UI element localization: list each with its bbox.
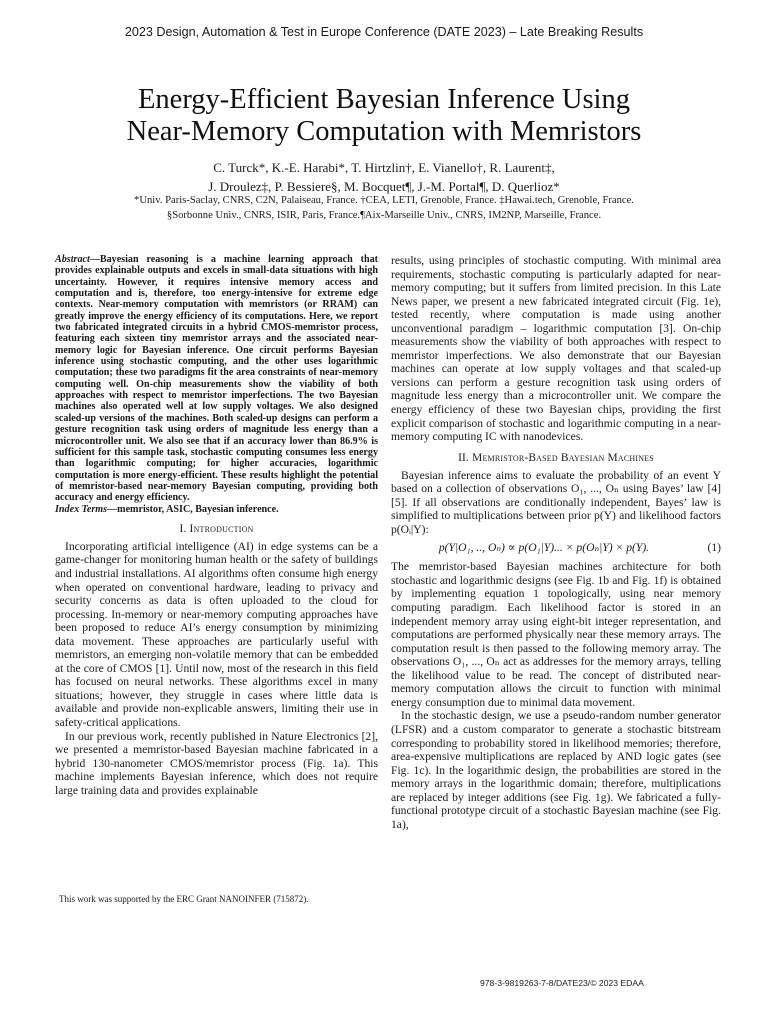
section-heading-introduction: I. Introduction <box>179 522 254 535</box>
equation-1 <box>391 541 721 555</box>
affiliation-line: *Univ. Paris-Saclay, CNRS, C2N, Palaiseau, France. †CEA, LETI, Grenoble, France. ‡Hawai.tech, Grenoble, France. <box>134 195 634 206</box>
conference-header: 2023 Design, Automation & Test in Europe Conference (DATE 2023) – Late Breaking Results <box>124 25 644 39</box>
affiliations <box>20 193 748 223</box>
author-line: C. Turck*, K.-E. Harabi*, T. Hirtzlin†, E. Vianello†, R. Laurent‡, <box>213 160 555 175</box>
abstract <box>55 254 378 504</box>
affiliation-line: §Sorbonne Univ., CNRS, ISIR, Paris, France.¶Aix-Marseille Univ., CNRS, IM2NP, Marseille, France. <box>166 210 602 221</box>
title-line: Near-Memory Computation with Memristors <box>126 116 642 147</box>
left-column <box>55 254 378 797</box>
equation-number: (1) <box>707 541 721 555</box>
intro-paragraph: Incorporating artificial intelligence (AI) in edge systems can be a game-changer for monitoring human health or the safety of buildings and industrial installations. AI algorithms often consume high energy when operated on conventional hardware, leading to privacy and security concerns as data is often uploaded to the cloud for processing. In-memory or near-memory computing approaches have been proposed to reduce AI’s energy consumption by minimizing data movement. These approaches are particularly useful with memristors, an emerging non-volatile memory that can be embedded at the core of CMOS [1]. Until now, most of the research in this field has focused on neural networks. These algorithms excel in many situations; however, they struggle in cases where little data is available and provide non-explicable answers, limiting their use in safety-critical applications. <box>55 539 378 730</box>
abstract-text: —Bayesian reasoning is a machine learning approach that provides explainable outputs and excels in small-data situations with high uncertainty. However, it requires intensive memory access and computation and is, therefore, too energy-intensive for extreme edge contexts. Near-memory computation with memristors (or RRAM) can greatly improve the energy efficiency of its computations. Here, we report two fabricated integrated circuits in a hybrid CMOS-memristor process, featuring each sixteen tiny memristor arrays and the associated near-memory logic for Bayesian inference. One circuit performs Bayesian inference using stochastic computing, and the other uses logarithmic computation; these two paradigms fit the area constraints of near-memory computing well. On-chip measurements show the viability of both approaches with respect to memristor imperfections. The two Bayesian machines also operated well at low supply voltages. We also designed scaled-up versions of the machines. Both scaled-up designs can perform a gesture recognition task using orders of magnitude less energy than a microcontroller unit. We also see that if an accuracy lower than 86.9% is sufficient for this sample task, stochastic computing consumes less energy than logarithmic computing; for higher accuracies, logarithmic computation is more energy-efficient. These results highlight the potential of memristor-based near-memory Bayesian computing, providing both accuracy and energy efficiency. <box>55 254 378 504</box>
section-2-paragraph: The memristor-based Bayesian machines architecture for both stochastic and logarithmic designs (see Fig. 1b and Fig. 1f) is obtained by implementing equation 1 topologically, using near memory computing paradigm. Each likelihood factor is stored in an independent memory array using eight-bit integer representation, and computations are performed physically near these memory arrays. The computation result is then passed to the following memory array. The observations O₁, ..., Oₙ act as addresses for the memory arrays, telling the likelihood value to be read. The concept of distributed near-memory computation allows the circuit to function with minimal energy consumption due to minimal data movement. <box>391 560 721 709</box>
continued-paragraph: results, using principles of stochastic computing. With minimal area requirements, stochastic computing is particularly adapted for near-memory computing; but it suffers from limited precision. In this Late News paper, we present a new fabricated integrated circuit (Fig. 1e), tested recently, where computation is made using another unconventional paradigm – logarithmic computation [3]. On-chip measurements show the viability of both approaches with respect to memristor imperfections. We also demonstrate that our Bayesian machines can operate at low supply voltages and that scaled-up versions can perform a gesture recognition task using orders of magnitude less energy than a microcontroller unit. We compare the energy efficiency of these two Bayesian chips, providing the first explicit comparison of stochastic and logarithmic computing in a near-memory computing IC with nanodevices. <box>391 254 721 444</box>
index-terms-text: —memristor, ASIC, Bayesian inference. <box>107 503 279 515</box>
author-list <box>20 158 748 196</box>
paper-title <box>40 84 728 148</box>
intro-paragraph: In our previous work, recently published in Nature Electronics [2], we presented a memristor-based Bayesian machine fabricated in a hybrid 130-nanometer CMOS/memristor process (Fig. 1a). This machine implements Bayesian inference, which does not require large training data and provides explainable <box>55 729 378 797</box>
index-terms-lead: Index Terms <box>55 503 108 515</box>
right-column <box>391 254 721 831</box>
section-heading-memristor-machines: II. Memristor-Based Bayesian Machines <box>458 451 654 464</box>
equation-body: p(Y|O₁, .., Oₙ) ∝ p(O₁|Y)... × p(Oₙ|Y) × p(Y). <box>438 541 650 555</box>
author-line: J. Droulez‡, P. Bessiere§, M. Bocquet¶, J.-M. Portal¶, D. Querlioz* <box>208 179 560 194</box>
index-terms <box>55 504 378 515</box>
title-line: Energy-Efficient Bayesian Inference Using <box>138 84 630 115</box>
section-2-paragraph: In the stochastic design, we use a pseudo-random number generator (LFSR) and a custom comparator to generate a stochastic bitstream corresponding to probability stored in likelihood memories; therefore, area-expensive multiplications are replaced by AND logic gates (see Fig. 1c). In the logarithmic design, the probabilities are stored in the memory arrays in the logarithmic domain; therefore, multiplications are replaced by integer additions (see Fig. 1g). We fabricated a fully-functional prototype circuit of a stochastic Bayesian machine (see Fig. 1a), <box>391 709 721 831</box>
abstract-lead: Abstract <box>55 254 90 265</box>
section-2-paragraph: Bayesian inference aims to evaluate the probability of an event Y based on a collection of observations O₁, ..., Oₙ using Bayes’ law [4] [5]. If all observations are conditionally independent, Bayes’ law is simplified to multiplications between prior p(Y) and likelihood factors p(Oᵢ|Y): <box>391 468 721 536</box>
isbn-copyright: 978-3-9819263-7-8/DATE23/© 2023 EDAA <box>480 978 644 988</box>
funding-footnote: This work was supported by the ERC Grant NANOINFER (715872). <box>59 894 309 904</box>
